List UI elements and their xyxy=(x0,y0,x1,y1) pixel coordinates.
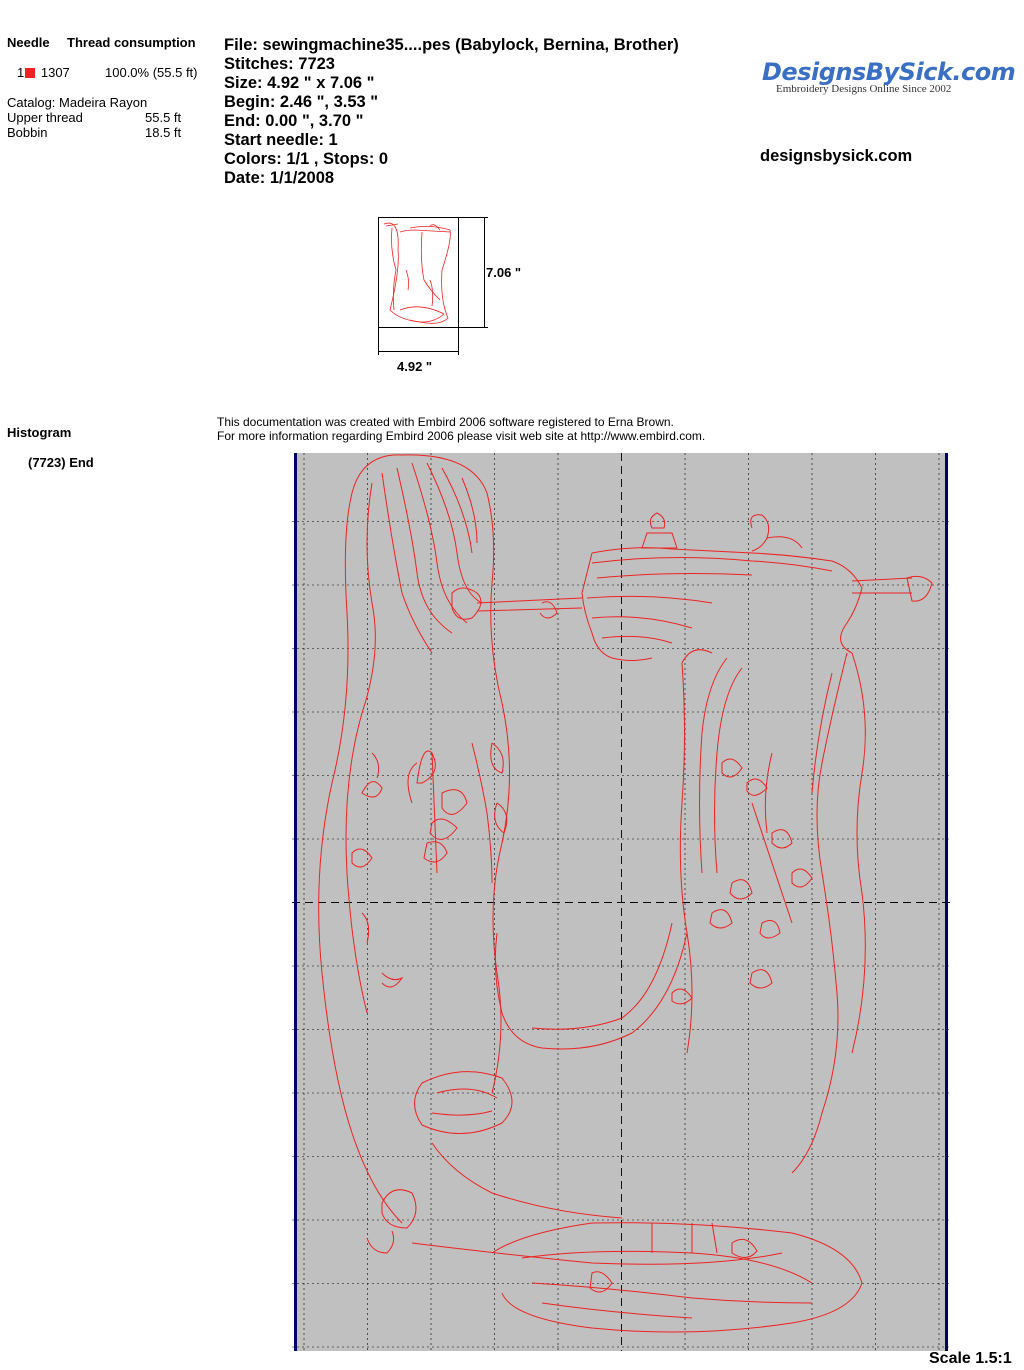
bobbin-value: 18.5 ft xyxy=(145,125,182,140)
file-name: File: sewingmachine35....pes (Babylock, Bernina, Brother) xyxy=(224,36,679,54)
catalog-label: Catalog: Madeira Rayon xyxy=(7,95,148,110)
needle-row xyxy=(17,65,70,80)
upper-thread-value: 55.5 ft xyxy=(145,110,182,125)
histogram-entry: (7723) End xyxy=(28,455,94,470)
documentation-note xyxy=(217,415,705,443)
upper-thread-label: Upper thread xyxy=(7,110,83,125)
logo-tagline: Embroidery Designs Online Since 2002 xyxy=(776,83,952,95)
thumbnail-height-label: 7.06 " xyxy=(486,265,522,280)
stitch-count: Stitches: 7723 xyxy=(224,55,335,73)
website-link[interactable]: designsbysick.com xyxy=(760,147,913,165)
colors-stops: Colors: 1/1 , Stops: 0 xyxy=(224,150,389,168)
design-canvas xyxy=(292,453,950,1351)
bobbin-label: Bobbin xyxy=(7,125,48,140)
documentation-line-1: This documentation was created with Embird 2006 software registered to Erna Brown. xyxy=(217,415,674,429)
design-date: Date: 1/1/2008 xyxy=(224,169,335,187)
scale-label: Scale 1.5:1 xyxy=(929,1350,1012,1367)
histogram-title: Histogram xyxy=(7,425,72,440)
thread-color-swatch xyxy=(25,68,35,78)
file-info xyxy=(224,36,679,188)
needle-number: 1 xyxy=(17,65,25,80)
thread-color-code: 1307 xyxy=(40,65,70,80)
thumbnail-width-label: 4.92 " xyxy=(397,359,433,374)
design-thumbnail xyxy=(370,210,540,380)
start-needle: Start needle: 1 xyxy=(224,131,338,149)
design-size: Size: 4.92 " x 7.06 " xyxy=(224,74,375,92)
canvas-background xyxy=(294,453,946,1351)
end-coords: End: 0.00 ", 3.70 " xyxy=(224,112,364,130)
consumption-value: 100.0% (55.5 ft) xyxy=(105,65,198,80)
needle-header: Needle xyxy=(7,35,50,50)
brand-logo xyxy=(762,58,1015,95)
begin-coords: Begin: 2.46 ", 3.53 " xyxy=(224,93,379,111)
logo-text: DesignsBySick.com xyxy=(762,58,1016,86)
thread-consumption-header: Thread consumption xyxy=(67,35,196,50)
documentation-line-2: For more information regarding Embird 2006 please visit web site at http://www.embird.com. xyxy=(217,429,706,443)
